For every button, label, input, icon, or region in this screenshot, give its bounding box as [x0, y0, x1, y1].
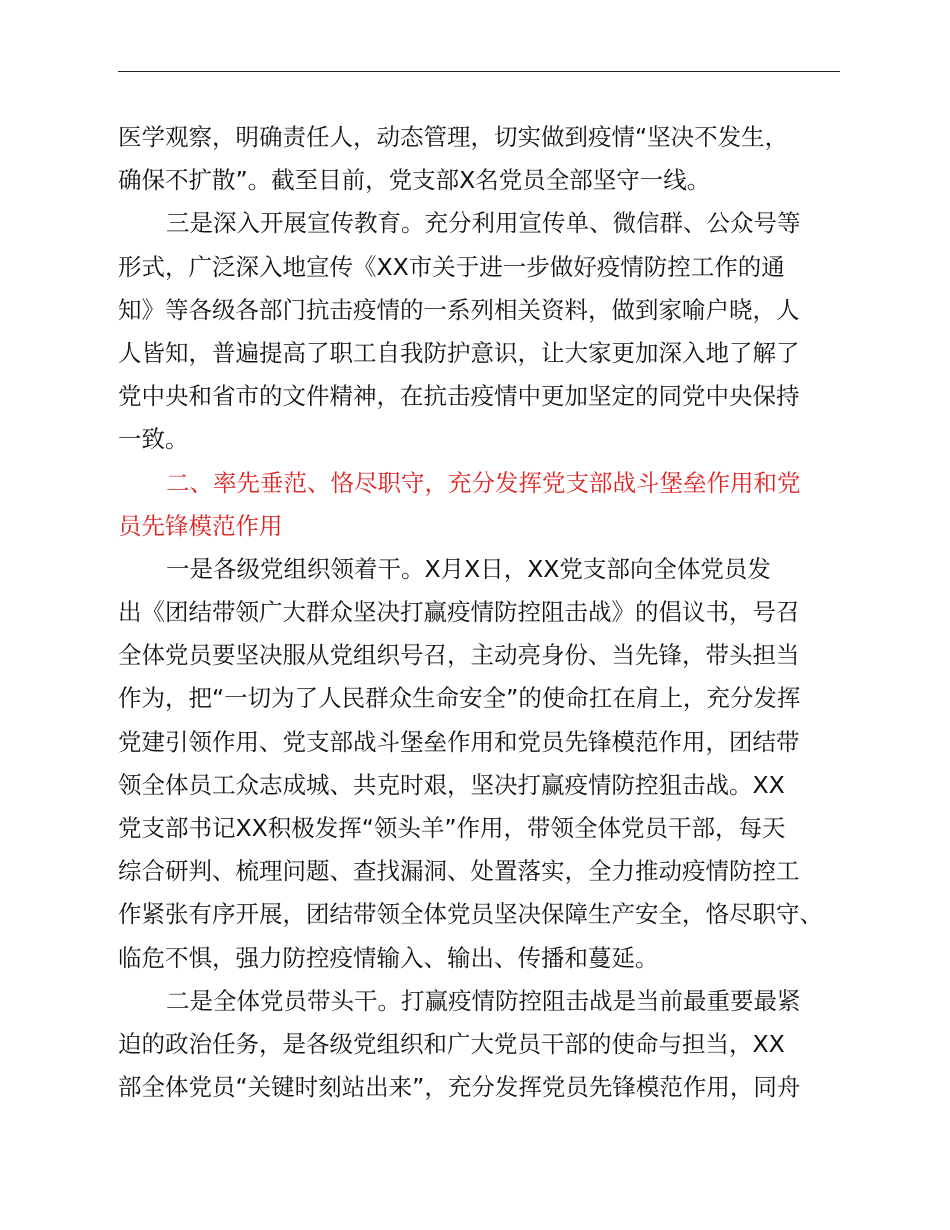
paragraph-line: 人皆知，普遍提高了职工自我防护意识，让大家更加深入地了解了 [118, 338, 800, 367]
paragraph-line: 医学观察，明确责任人，动态管理，切实做到疫情“坚决不发生， [118, 123, 789, 151]
document-body [118, 116, 840, 1109]
paragraph-line: 作紧张有序开展，团结带领全体党员坚决保障生产安全，恪尽职守、 [118, 900, 823, 929]
paragraph-line: 领全体员工众志成城、共克时艰，坚决打赢疫情防控狙击战。XX [118, 770, 785, 799]
section-heading-line: 二、率先垂范、恪尽职守，充分发挥党支部战斗堡垒作用和党 [166, 468, 801, 497]
paragraph-line: 党支部书记XX积极发挥“领头羊”作用，带领全体党员干部，每天 [118, 814, 786, 842]
section-heading-line: 员先锋模范作用 [118, 511, 283, 540]
header-rule [118, 71, 840, 72]
paragraph-line: 作为，把“一切为了人民群众生命安全”的使命扛在肩上，充分发挥 [118, 684, 801, 713]
paragraph-line: 形式，广泛深入地宣传《XX市关于进一步做好疫情防控工作的通 [118, 252, 785, 281]
paragraph-line: 迫的政治任务，是各级党组织和广大党员干部的使命与担当，XX [118, 1029, 785, 1058]
paragraph-line: 二是全体党员带头干。打赢疫情防控阻击战是当前最重要最紧 [166, 986, 801, 1015]
paragraph-line: 确保不扩散”。截至目前，党支部X名党员全部坚守一线。 [118, 166, 711, 195]
paragraph-line: 党中央和省市的文件精神，在抗击疫情中更加坚定的同党中央保持 [118, 382, 800, 411]
paragraph-line: 综合研判、梳理问题、查找漏洞、处置落实，全力推动疫情防控工 [118, 857, 800, 886]
paragraph-line: 知》等各级各部门抗击疫情的一系列相关资料，做到家喻户晓，人 [118, 295, 800, 324]
paragraph-line: 三是深入开展宣传教育。充分利用宣传单、微信群、公众号等 [166, 209, 801, 238]
paragraph-line: 全体党员要坚决服从党组织号召，主动亮身份、当先锋，带头担当 [118, 641, 800, 670]
paragraph-line: 党建引领作用、党支部战斗堡垒作用和党员先锋模范作用，团结带 [118, 727, 800, 756]
paragraph-line: 一致。 [118, 425, 189, 454]
paragraph-line: 一是各级党组织领着干。X月X日，XX党支部向全体党员发 [166, 554, 771, 583]
paragraph-line: 出《团结带领广大群众坚决打赢疫情防控阻击战》的倡议书，号召 [118, 598, 800, 627]
paragraph-line: 部全体党员“关键时刻站出来”，充分发挥党员先锋模范作用，同舟 [118, 1073, 801, 1102]
paragraph-line: 临危不惧，强力防控疫情输入、输出、传播和蔓延。 [118, 943, 659, 972]
